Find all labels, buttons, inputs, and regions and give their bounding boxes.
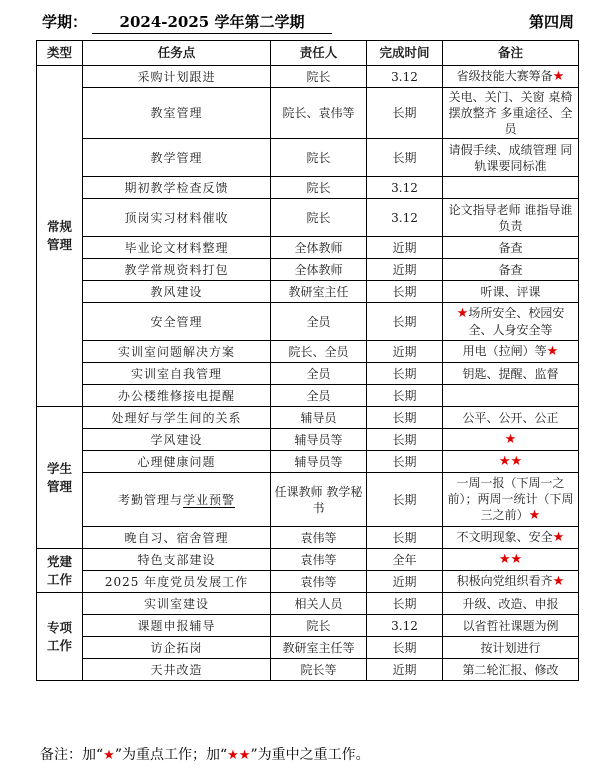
note-text: 备查 [498,262,523,277]
task-cell: 处理好与学生间的关系 [83,407,271,429]
time-cell: 全年 [367,549,443,571]
task-cell: 教学常规资料打包 [83,259,271,281]
task-cell: 实训室建设 [83,593,271,615]
note-cell [443,527,579,549]
note-text: 以省哲社课题为例 [462,618,559,633]
time-cell: 长期 [367,451,443,473]
owner-cell: 袁伟等 [271,549,367,571]
note-cell [443,177,579,199]
col-header: 类型 [37,41,83,66]
owner-cell: 教研室主任等 [271,637,367,659]
task-cell: 办公楼维修接电提醒 [83,385,271,407]
time-cell: 长期 [367,88,443,139]
note-text: 升级、改造、申报 [462,596,559,611]
table-row [37,363,579,385]
time-cell: 3.12 [367,199,443,237]
note-cell [443,385,579,407]
table-row [37,177,579,199]
task-text-underlined: 学业预警 [183,492,236,507]
term-label: 学期： [42,13,88,31]
time-cell: 长期 [367,407,443,429]
owner-cell: 院长等 [271,659,367,681]
time-cell: 近期 [367,571,443,593]
table-row [37,259,579,281]
note-text: 论文指导老师 谁指导谁负责 [448,202,573,233]
task-cell: 采购计划跟进 [83,66,271,88]
table-row [37,66,579,88]
time-cell: 长期 [367,429,443,451]
star-icon: ★ [456,306,469,321]
table-row [37,571,579,593]
time-cell: 长期 [367,303,443,341]
double-star-icon: ★★ [498,552,523,567]
table-row [37,615,579,637]
task-cell: 学风建设 [83,429,271,451]
owner-cell: 全体教师 [271,259,367,281]
table-row [37,593,579,615]
note-cell [443,429,579,451]
owner-cell: 袁伟等 [271,571,367,593]
star-icon: ★ [528,508,541,523]
table-row [37,199,579,237]
star-icon: ★ [546,344,559,359]
owner-cell: 袁伟等 [271,527,367,549]
note-cell [443,341,579,363]
table-row [37,527,579,549]
table-row [37,549,579,571]
time-cell: 近期 [367,659,443,681]
star-icon: ★ [552,530,565,545]
double-star-icon: ★★ [227,748,251,763]
note-text: 积极向党组织看齐 [456,574,553,588]
note-cell [443,199,579,237]
owner-cell: 院长 [271,615,367,637]
table-row [37,237,579,259]
note-cell [443,659,579,681]
task-cell [83,473,271,527]
footer-text: ”为重中之重工作。 [250,747,370,763]
star-icon: ★ [504,432,517,447]
document-header [42,8,582,34]
note-cell [443,549,579,571]
time-cell: 3.12 [367,177,443,199]
task-text: 考勤管理与 [117,492,183,507]
table-row [37,88,579,139]
table-row [37,451,579,473]
time-cell: 长期 [367,363,443,385]
task-cell: 特色支部建设 [83,549,271,571]
note-text: 公平、公开、公正 [462,410,559,425]
owner-cell: 辅导员 [271,407,367,429]
table-row [37,407,579,429]
table-row [37,341,579,363]
note-cell [443,407,579,429]
note-text: 第二轮汇报、修改 [462,662,559,677]
note-cell [443,451,579,473]
note-text: 按计划进行 [480,640,541,655]
task-cell: 教室管理 [83,88,271,139]
note-text: 关电、关门、关窗 桌椅摆放整齐 多重途径、全员 [448,90,573,136]
owner-cell: 辅导员等 [271,429,367,451]
task-table [36,40,579,681]
owner-cell: 院长 [271,139,367,177]
owner-cell: 相关人员 [271,593,367,615]
note-cell [443,615,579,637]
table-row [37,385,579,407]
category-cell: 党建 工作 [37,549,83,593]
owner-cell: 教研室主任 [271,281,367,303]
note-cell [443,88,579,139]
note-cell [443,473,579,527]
owner-cell: 院长 [271,177,367,199]
owner-cell: 全体教师 [271,237,367,259]
owner-cell: 院长、全员 [271,341,367,363]
col-header: 责任人 [271,41,367,66]
footer-legend [40,744,370,764]
star-icon: ★ [552,69,565,84]
task-cell: 顶岗实习材料催收 [83,199,271,237]
owner-cell: 院长 [271,66,367,88]
note-cell [443,237,579,259]
category-cell: 常规 管理 [37,66,83,407]
term-value: 2024-2025 学年第二学期 [92,11,332,34]
note-text: 一周一报（下周一之前）；两周一统计（下周三之前） [447,476,574,522]
task-cell: 天井改造 [83,659,271,681]
table-row [37,429,579,451]
note-cell [443,363,579,385]
task-cell: 访企拓岗 [83,637,271,659]
owner-cell: 院长 [271,199,367,237]
task-cell: 课题申报辅导 [83,615,271,637]
note-cell [443,139,579,177]
note-text: 省级技能大赛筹备 [456,69,553,83]
owner-cell: 全员 [271,363,367,385]
table-header-row [37,41,579,66]
table-row [37,281,579,303]
note-cell [443,281,579,303]
time-cell: 长期 [367,139,443,177]
time-cell: 3.12 [367,66,443,88]
footer-text: 备注：加“ [40,747,104,763]
time-cell: 近期 [367,259,443,281]
task-cell: 毕业论文材料整理 [83,237,271,259]
note-cell [443,637,579,659]
task-cell: 教风建设 [83,281,271,303]
week-label: 第四周 [528,13,574,31]
col-header: 任务点 [83,41,271,66]
table-row [37,473,579,527]
task-cell: 晚自习、宿舍管理 [83,527,271,549]
task-cell: 实训室问题解决方案 [83,341,271,363]
time-cell: 长期 [367,593,443,615]
table-row [37,303,579,341]
double-star-icon: ★★ [498,454,523,469]
task-cell: 实训室自我管理 [83,363,271,385]
note-text: 请假手续、成绩管理 同轨课要同标准 [448,142,573,173]
time-cell: 长期 [367,637,443,659]
note-cell [443,571,579,593]
note-cell [443,303,579,341]
table-row [37,659,579,681]
note-text: 场所安全、校园安全、人身安全等 [468,306,565,337]
time-cell: 长期 [367,281,443,303]
col-header: 备注 [443,41,579,66]
note-text: 听课、评课 [480,284,541,299]
note-text: 不文明现象、安全 [456,530,553,544]
note-text: 用电（拉闸）等 [462,344,547,358]
note-cell [443,66,579,88]
category-cell: 专项 工作 [37,593,83,681]
note-cell [443,259,579,281]
star-icon: ★ [552,574,565,589]
note-text: 备查 [498,240,523,255]
task-cell: 2025 年度党员发展工作 [83,571,271,593]
time-cell: 长期 [367,473,443,527]
owner-cell: 全员 [271,303,367,341]
owner-cell: 任课教师 教学秘书 [271,473,367,527]
time-cell: 长期 [367,527,443,549]
table-row [37,637,579,659]
time-cell: 长期 [367,385,443,407]
task-cell: 教学管理 [83,139,271,177]
time-cell: 近期 [367,237,443,259]
task-cell: 心理健康问题 [83,451,271,473]
owner-cell: 辅导员等 [271,451,367,473]
note-text: 钥匙、提醒、监督 [462,366,559,381]
col-header: 完成时间 [367,41,443,66]
owner-cell: 全员 [271,385,367,407]
star-icon: ★ [103,748,115,763]
task-cell: 安全管理 [83,303,271,341]
category-cell: 学生 管理 [37,407,83,549]
footer-text: ”为重点工作；加“ [114,747,228,763]
time-cell: 近期 [367,341,443,363]
time-cell: 3.12 [367,615,443,637]
table-row [37,139,579,177]
owner-cell: 院长、袁伟等 [271,88,367,139]
note-cell [443,593,579,615]
task-cell: 期初教学检查反馈 [83,177,271,199]
